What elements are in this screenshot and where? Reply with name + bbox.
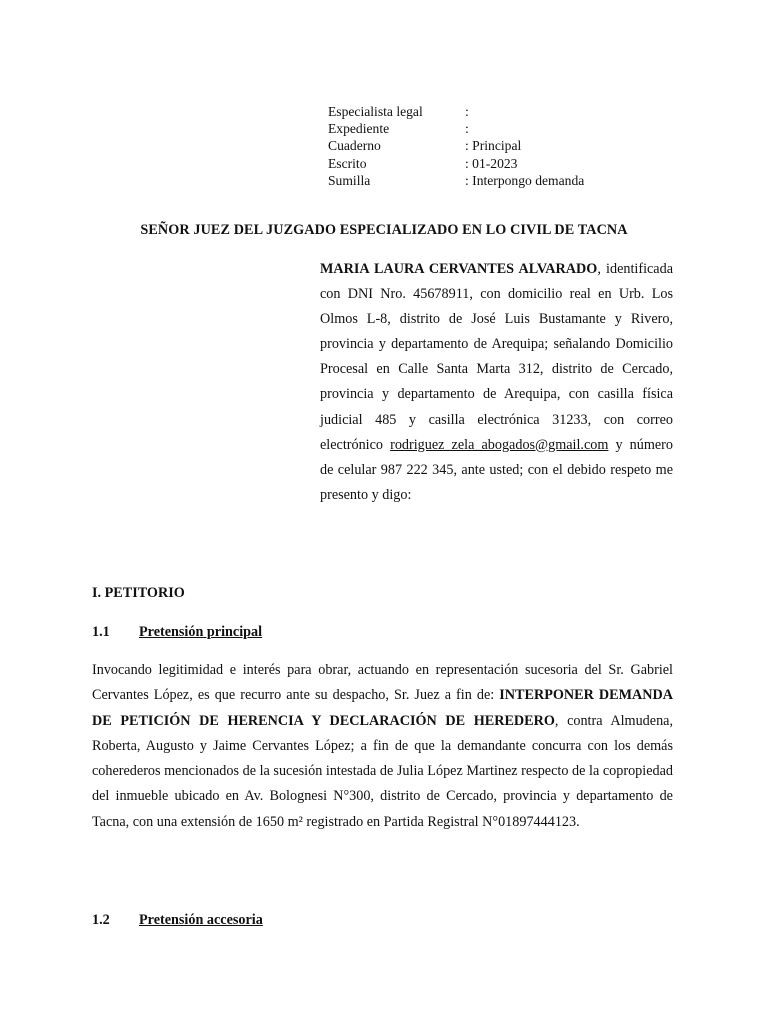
header-row-expediente [328, 120, 584, 137]
intro-text-end: y número de celular 987 222 345, ante usted; con el debido respeto me presento y digo: [320, 436, 673, 503]
subheading-accesoria [92, 912, 263, 929]
header-row-cuaderno [328, 137, 584, 154]
subheading-title: Pretensión principal [139, 624, 263, 640]
petition-text-end: , contra Almudena, Roberta, Augusto y Jaime Cervantes López; a fin de que la demandante concurra con los demás coherederos mencionados de la sucesión intestada de Julia López Martinez respecto de la copropiedad del inmueble ubicado en Av. Bolognesi N°300, distrito de Cercado, provincia y departamento de Tacna, con una extensión de 1650 m² registrado en Partida Registral N°01897444123. [92, 712, 674, 830]
header-label: Escrito [328, 155, 367, 171]
subheading-principal [92, 624, 262, 641]
header-row-sumilla [328, 172, 584, 189]
email-link[interactable]: rodriguez_zela_abogados@gmail.com [390, 436, 609, 453]
header-label: Sumilla [328, 172, 371, 188]
plaintiff-name: MARIA LAURA CERVANTES ALVARADO [320, 261, 598, 277]
court-title: SEÑOR JUEZ DEL JUZGADO ESPECIALIZADO EN LO CIVIL DE TACNA [140, 222, 628, 238]
subheading-title: Pretensión accesoria [139, 912, 263, 928]
petition-text: Invocando legitimidad e interés para obrar, actuando en representación sucesoria del Sr. Gabriel Cervantes López, es que recurro ante su despacho, Sr. Juez a fin de: [92, 662, 673, 704]
header-value: : [465, 121, 469, 137]
petition-paragraph [92, 658, 673, 835]
header-value: : Principal [465, 138, 522, 154]
subheading-number: 1.1 [92, 624, 110, 640]
section-title: I. PETITORIO [92, 585, 185, 601]
header-value: : [465, 104, 469, 119]
header-label: Especialista legal [328, 104, 423, 119]
case-header [328, 103, 584, 189]
header-row-escrito [328, 155, 584, 172]
header-value: : Interpongo demanda [465, 172, 585, 188]
intro-paragraph [320, 257, 673, 508]
intro-text: , identificada con DNI Nro. 45678911, con domicilio real en Urb. Los Olmos L-8, distrito de José Luis Bustamante y Rivero, provincia y departamento de Arequipa; señalando Domicilio Procesal en Calle Santa Marta 312, distrito de Cercado, provincia y departamento de Arequipa, con casilla física judicial 485 y casilla electrónica 31233, con correo electrónico [320, 261, 674, 453]
subheading-number: 1.2 [92, 912, 110, 928]
header-label: Expediente [328, 121, 390, 137]
petition-bold-text: INTERPONER DEMANDA DE PETICIÓN DE HERENCIA Y DECLARACIÓN DE HEREDERO [92, 687, 673, 729]
header-value: : 01-2023 [465, 155, 518, 171]
header-row-especialista [328, 103, 584, 120]
header-label: Cuaderno [328, 138, 381, 154]
